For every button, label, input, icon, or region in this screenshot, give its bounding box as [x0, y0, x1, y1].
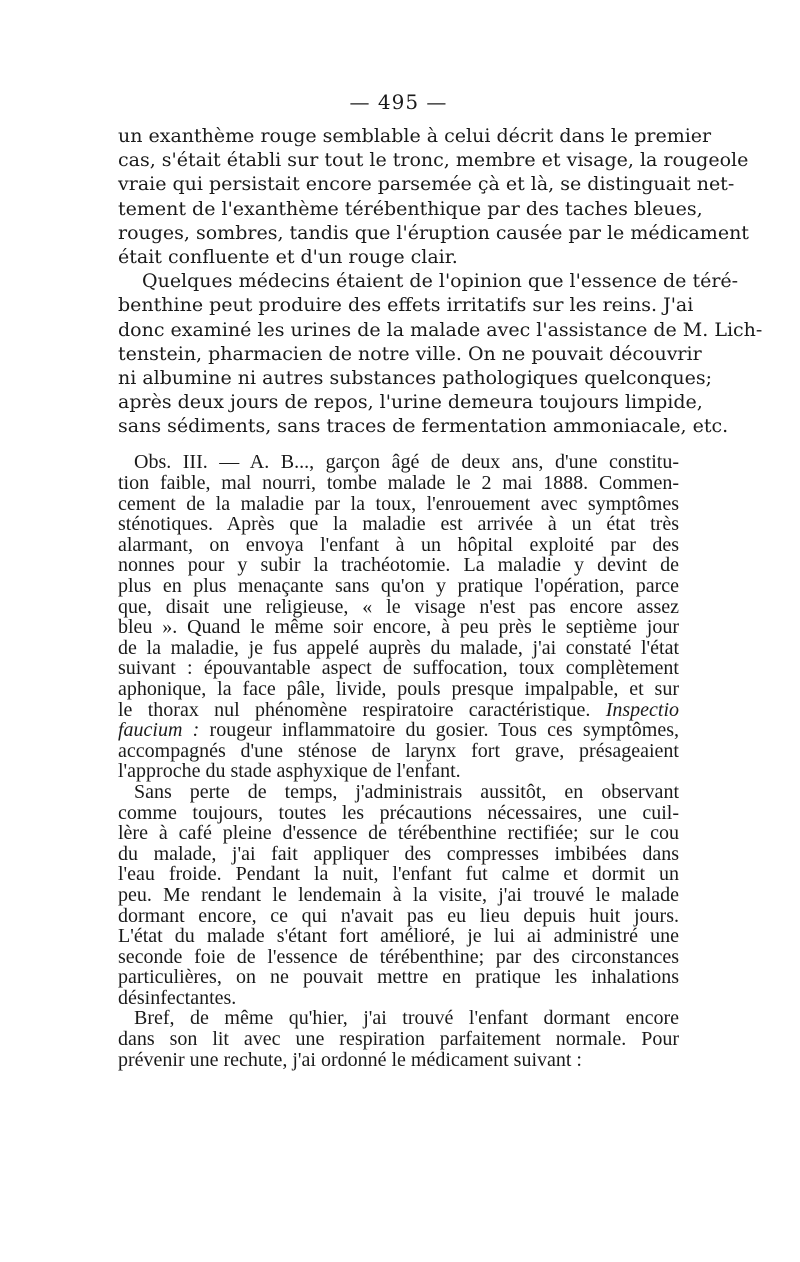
text-line: désinfectantes.	[118, 986, 237, 1009]
text-line: bleu ». Quand le même soir encore, à peu près le septième jour	[118, 616, 679, 639]
text-line: tenstein, pharmacien de notre ville. On ne pouvait découvrir	[118, 342, 702, 365]
text-line: lère à café pleine d'essence de térébenthine rectifiée; sur le cou	[118, 822, 679, 845]
text-line	[118, 700, 679, 721]
text-line: tement de l'exanthème térébenthique par des taches bleues,	[118, 197, 703, 220]
text-line: l'approche du stade asphyxique de l'enfant.	[118, 760, 461, 783]
text-line: Sans perte de temps, j'administrais aussitôt, en observant	[134, 780, 679, 803]
text-line: du malade, j'ai fait appliquer des compresses imbibées dans	[118, 842, 679, 865]
italic-term: faucium :	[118, 719, 200, 742]
text-fragment: rougeur inflammatoire du gosier. Tous ces symptômes,	[199, 719, 679, 742]
text-line: suivant : épouvantable aspect de suffocation, toux complètement	[118, 657, 679, 680]
section-gap	[118, 438, 679, 452]
text-line: nonnes pour y subir la trachéotomie. La maladie y devint de	[118, 554, 679, 577]
text-line: sans sédiments, sans traces de fermentation ammoniacale, etc.	[118, 415, 729, 438]
text-line: rouges, sombres, tandis que l'éruption causée par le médicament	[118, 221, 749, 244]
observation-section	[118, 452, 679, 1070]
text-line: peu. Me rendant le lendemain à la visite, j'ai trouvé le malade	[118, 883, 679, 906]
text-line: l'eau froide. Pendant la nuit, l'enfant fut calme et dormit un	[118, 863, 679, 886]
text-line: cement de la maladie par la toux, l'enrouement avec symptômes	[118, 492, 679, 515]
text-line: ni albumine ni autres substances pathologiques quelconques;	[118, 366, 713, 389]
text-line: prévenir une rechute, j'ai ordonné le médicament suivant :	[118, 1048, 582, 1071]
text-line: un exanthème rouge semblable à celui décrit dans le premier	[118, 125, 712, 147]
text-line: de la maladie, je fus appelé auprès du malade, j'ai constaté l'état	[118, 636, 679, 659]
text-line: alarmant, on envoya l'enfant à un hôpital exploité par des	[118, 533, 679, 556]
text-line: plus en plus menaçante sans qu'on y pratique l'opération, parce	[118, 575, 679, 597]
text-line: sténotiques. Après que la maladie est arrivée à un état très	[118, 513, 679, 536]
text-line	[118, 720, 679, 741]
page-number: — 495 —	[349, 90, 448, 114]
text-line: dans son lit avec une respiration parfaitement normale. Pour	[118, 1028, 679, 1051]
page-text	[118, 88, 763, 1071]
text-line: aphonique, la face pâle, livide, pouls presque impalpable, et sur	[118, 677, 679, 700]
text-line: Bref, de même qu'hier, j'ai trouvé l'enfant dormant encore	[134, 1007, 679, 1030]
text-line: que, disait une religieuse, « le visage n'est pas encore assez	[118, 595, 679, 618]
text-line: cas, s'était établi sur tout le tronc, membre et visage, la rougeole	[118, 149, 749, 172]
text-line: L'état du malade s'étant fort amélioré, je lui ai administré une	[118, 925, 679, 948]
text-line: vraie qui persistait encore parsemée çà et là, se distinguait net-	[118, 173, 735, 196]
text-line: particulières, on ne pouvait mettre en pratique les inhalations	[118, 966, 679, 989]
text-line: dormant encore, ce qui n'avait pas eu lieu depuis huit jours.	[118, 904, 679, 927]
text-line: accompagnés d'une sténose de larynx fort grave, présageaient	[118, 739, 679, 762]
text-line: Quelques médecins étaient de l'opinion que l'essence de téré-	[142, 270, 739, 293]
text-fragment: le thorax nul phénomène respiratoire caractéristique.	[118, 698, 591, 721]
italic-term: Inspectio	[605, 698, 679, 721]
text-line: après deux jours de repos, l'urine demeura toujours limpide,	[118, 391, 703, 414]
paragraph-2	[118, 269, 763, 438]
text-line: donc examiné les urines de la malade avec l'assistance de M. Lich-	[118, 318, 763, 341]
paragraph-1	[118, 124, 749, 269]
text-line: Obs. III. — A. B..., garçon âgé de deux ans, d'une constitu-	[134, 451, 679, 474]
text-line: tion faible, mal nourri, tombe malade le 2 mai 1888. Commen-	[118, 472, 679, 495]
text-line: benthine peut produire des effets irritatifs sur les reins. J'ai	[118, 294, 694, 317]
text-line: seconde foie de l'essence de térébenthine; par des circonstances	[118, 945, 679, 968]
text-line: était confluente et d'un rouge clair.	[118, 245, 458, 268]
text-line: comme toujours, toutes les précautions nécessaires, une cuil-	[118, 801, 679, 824]
